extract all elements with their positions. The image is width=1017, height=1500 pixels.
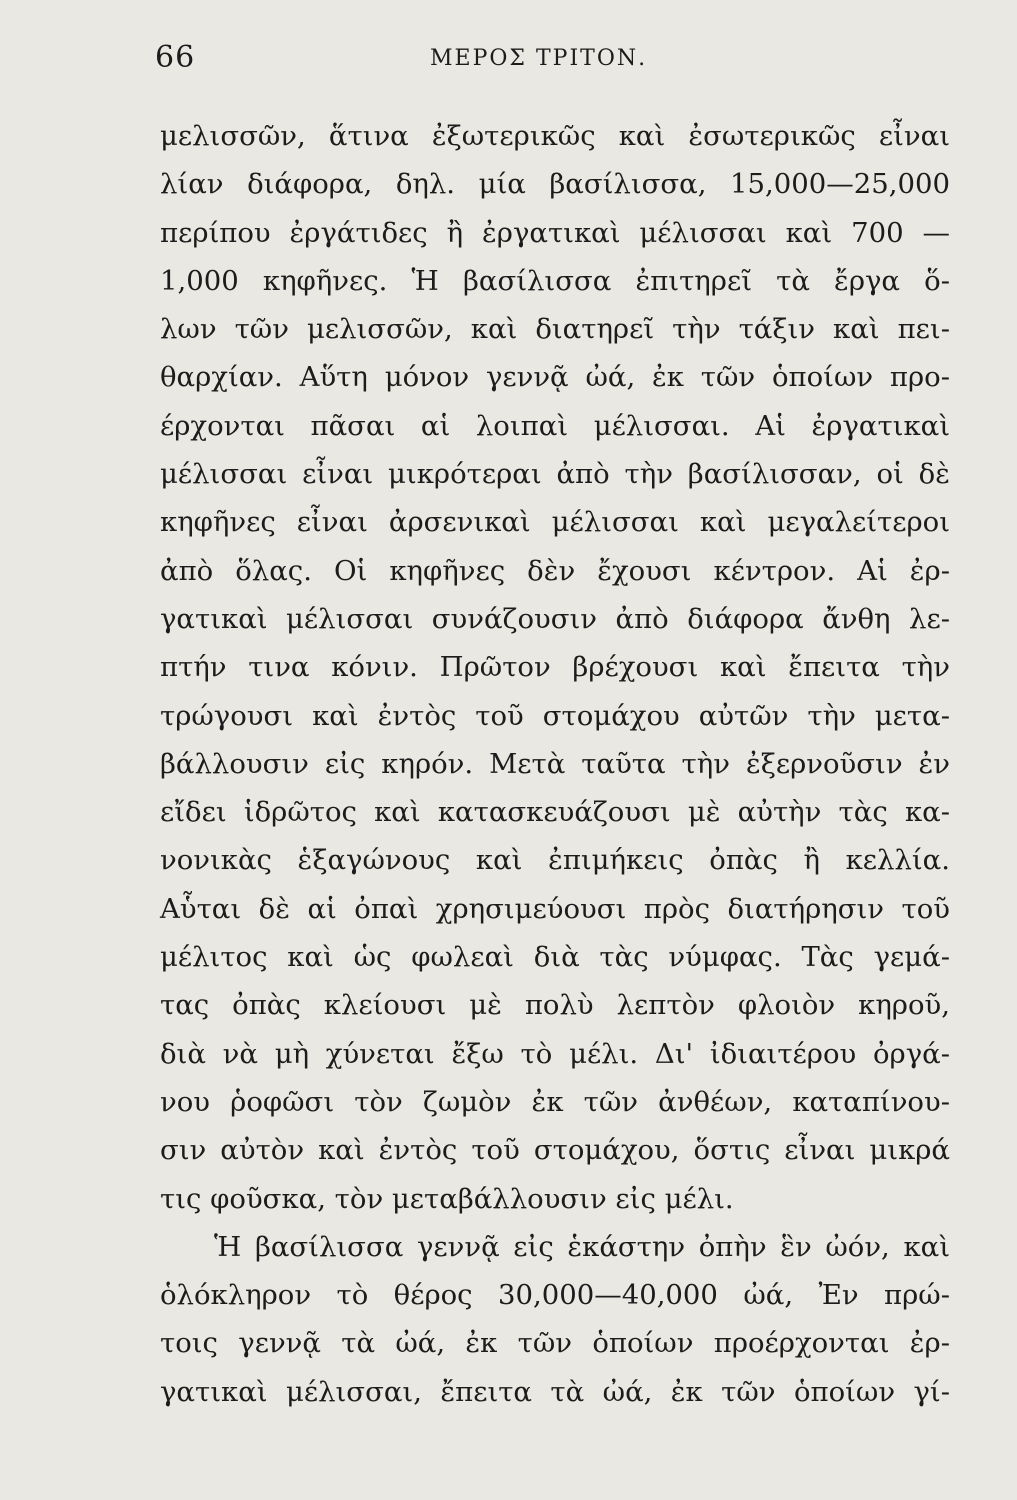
text-line: μελισσῶν, ἅτινα ἐξωτερικῶς καὶ ἐσωτερικῶς εἶναι — [160, 120, 950, 152]
text-line: κηφῆνες εἶναι ἀρσενικαὶ μέλισσαι καὶ μεγαλείτεροι — [160, 506, 950, 539]
text-line: Αὗται δὲ αἱ ὀπαὶ χρησιμεύουσι πρὸς διατήρησιν τοῦ — [160, 892, 950, 925]
page-number: 66 — [155, 40, 196, 75]
text-line: λίαν διάφορα, δηλ. μία βασίλισσα, 15,000—25,000 — [160, 168, 950, 201]
text-line: εἴδει ἱδρῶτος καὶ κατασκευάζουσι μὲ αὐτὴν τὰς κα- — [160, 796, 950, 829]
text-line: διὰ νὰ μὴ χύνεται ἔξω τὸ μέλι. Δι' ἰδιαιτέρου ὀργά- — [160, 1037, 950, 1070]
text-line: γατικαὶ μέλισσαι συνάζουσιν ἀπὸ διάφορα ἄνθη λε- — [160, 602, 950, 635]
text-line: θαρχίαν. Αὕτη μόνον γεννᾷ ὠά, ἐκ τῶν ὁποίων προ- — [160, 361, 950, 394]
text-line: νονικὰς ἑξαγώνους καὶ ἐπιμήκεις ὀπὰς ἢ κελλία. — [160, 844, 950, 877]
text-line: τοις γεννᾷ τὰ ὠά, ἐκ τῶν ὁποίων προέρχονται ἐρ- — [160, 1327, 950, 1360]
text-line: σιν αὐτὸν καὶ ἐντὸς τοῦ στομάχου, ὅστις εἶναι μικρά — [160, 1134, 950, 1167]
text-line: έρχονται πᾶσαι αἱ λοιπαὶ μέλισσαι. Αἱ ἐργατικαὶ — [160, 409, 950, 442]
text-line: μέλιτος καὶ ὡς φωλεαὶ διὰ τὰς νύμφας. Τὰς γεμά- — [160, 941, 950, 974]
text-line: ἀπὸ ὅλας. Οἱ κηφῆνες δὲν ἔχουσι κέντρον. Αἱ ἐρ- — [160, 554, 950, 587]
body-text — [160, 112, 950, 1416]
text-line: νου ῥοφῶσι τὸν ζωμὸν ἐκ τῶν ἀνθέων, καταπίνου- — [160, 1085, 950, 1118]
text-line: περίπου ἐργάτιδες ἢ ἐργατικαὶ μέλισσαι καὶ 700 — — [160, 216, 950, 249]
text-line: τρώγουσι καὶ ἐντὸς τοῦ στομάχου αὐτῶν τὴν μετα- — [160, 699, 950, 732]
text-line: τις φοῦσκα, τὸν μεταβάλλουσιν εἰς μέλι. — [160, 1182, 734, 1215]
text-line: γατικαὶ μέλισσαι, ἔπειτα τὰ ὠά, ἐκ τῶν ὁποίων γί- — [160, 1375, 950, 1408]
text-line: μέλισσαι εἶναι μικρότεραι ἀπὸ τὴν βασίλισσαν, οἱ δὲ — [160, 458, 950, 491]
text-line: 1,000 κηφῆνες. Ἡ βασίλισσα ἐπιτηρεῖ τὰ ἔργα ὅ- — [160, 264, 950, 297]
text-line: τας ὀπὰς κλείουσι μὲ πολὺ λεπτὸν φλοιὸν κηροῦ, — [160, 989, 950, 1022]
text-line: βάλλουσιν εἰς κηρόν. Μετὰ ταῦτα τὴν ἐξερνοῦσιν ἐν — [160, 747, 950, 780]
text-line: Ἡ βασίλισσα γεννᾷ εἰς ἑκάστην ὀπὴν ἓν ὠόν, καὶ — [214, 1230, 950, 1263]
text-line: ὁλόκληρον τὸ θέρος 30,000—40,000 ὠά, Ἐν πρώ- — [160, 1279, 950, 1312]
text-line: λων τῶν μελισσῶν, καὶ διατηρεῖ τὴν τάξιν καὶ πει- — [160, 313, 950, 346]
text-line: πτήν τινα κόνιν. Πρῶτον βρέχουσι καὶ ἔπειτα τὴν — [160, 651, 950, 684]
page-header — [155, 40, 935, 90]
running-head: ΜΕΡΟΣ ΤΡΙΤΟΝ. — [430, 46, 648, 71]
